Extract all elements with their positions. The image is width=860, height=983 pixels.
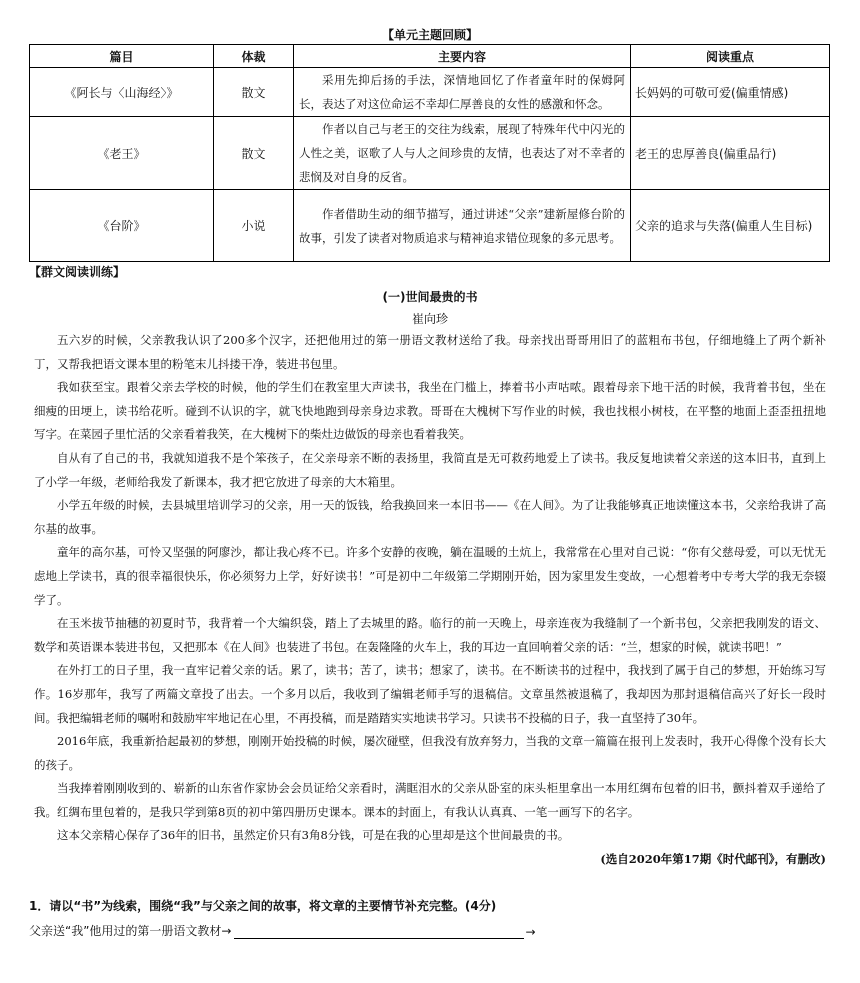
table-row bbox=[30, 117, 830, 190]
article-paragraph: 五六岁的时候，父亲教我认识了200多个汉字，还把他用过的第一册语文教材送给了我。母亲找出哥哥用旧了的蓝粗布书包，仔细地缝上了两个新补丁，又帮我把语文课本里的粉笔末儿抖搂干净，装进书包里。 bbox=[34, 333, 826, 371]
question-1 bbox=[29, 897, 829, 939]
cell-genre: 散文 bbox=[214, 117, 294, 190]
article-title: (一)世间最贵的书 bbox=[382, 290, 478, 304]
cell-genre: 散文 bbox=[214, 68, 294, 117]
article-paragraph: 当我捧着刚刚收到的、崭新的山东省作家协会会员证给父亲看时，满眶泪水的父亲从卧室的床头柜里拿出一本用红绸布包着的旧书，颤抖着双手递给了我。红绸布里包着的，是我只学到第8页的初中第四册历史课本。课本的封面上，有我认认真真、一笔一画写下的名字。 bbox=[34, 781, 826, 819]
header-focus: 阅读重点 bbox=[631, 45, 830, 68]
cell-focus: 父亲的追求与失落(偏重人生目标) bbox=[631, 190, 830, 262]
article-paragraph: 小学五年级的时候，去县城里培训学习的父亲，用一天的饭钱，给我换回来一本旧书——《在人间》。为了让我能够真正地读懂这本书，父亲给我讲了高尔基的故事。 bbox=[34, 498, 826, 536]
article-paragraph: 童年的高尔基，可怜又坚强的阿廖沙，都让我心疼不已。许多个安静的夜晚，躺在温暖的土炕上，我常常在心里对自己说：“你有父慈母爱，可以无忧无虑地上学读书，真的很幸福很快乐，你必须努力上学，好好读书！”可是初中二年级第二学期刚开始，因为家里发生变故，一心想着考中专考大学的我无奈辍学了。 bbox=[34, 545, 826, 607]
cell-content bbox=[294, 68, 631, 117]
cell-title: 《老王》 bbox=[30, 117, 214, 190]
unit-review-table bbox=[29, 44, 830, 262]
article-paragraph: 2016年底，我重新拾起最初的梦想，刚刚开始投稿的时候，屡次碰壁，但我没有放弃努力，当我的文章一篇篇在报刊上发表时，我开心得像个没有长大的孩子。 bbox=[34, 734, 826, 772]
cell-content-text: 作者以自己与老王的交往为线索，展现了特殊年代中闪光的人性之美，讴歌了人与人之间珍贵的友情，也表达了对不幸者的悲悯及对自身的反省。 bbox=[299, 122, 625, 184]
header-genre: 体裁 bbox=[214, 45, 294, 68]
article-paragraph: 在外打工的日子里，我一直牢记着父亲的话。累了，读书；苦了，读书；想家了，读书。在不断读书的过程中，我找到了属于自己的梦想，开始练习写作。16岁那年，我写了两篇文章投了出去。一个多月以后，我收到了编辑老师手写的退稿信。文章虽然被退稿了，我却因为那封退稿信高兴了好长一段时间。我把编辑老师的嘱咐和鼓励牢牢地记在心里，不再投稿，而是踏踏实实地读书学习。只读书不投稿的日子，我一直坚持了30年。 bbox=[34, 663, 826, 725]
table-row bbox=[30, 68, 830, 117]
article-author: 崔向珍 bbox=[411, 312, 448, 326]
article-source: (选自2020年第17期《时代邮刊》，有删改) bbox=[600, 852, 826, 867]
cell-focus: 长妈妈的可敬可爱(偏重情感) bbox=[631, 68, 830, 117]
cell-title: 《台阶》 bbox=[30, 190, 214, 262]
cell-content-text: 采用先抑后扬的手法，深情地回忆了作者童年时的保姆阿长，表达了对这位命运不幸却仁厚善良的女性的感激和怀念。 bbox=[299, 73, 625, 111]
unit-review-heading: 【单元主题回顾】 bbox=[381, 28, 478, 42]
cell-content bbox=[294, 117, 631, 190]
answer-prefix: 父亲送“我”他用过的第一册语文教材→ bbox=[29, 924, 232, 938]
table-row bbox=[30, 190, 830, 262]
answer-suffix: → bbox=[525, 925, 536, 939]
question-text: 1．请以“书”为线索，围绕“我”与父亲之间的故事，将文章的主要情节补充完整。(4分) bbox=[29, 899, 497, 913]
table-header-row bbox=[30, 45, 830, 68]
cell-genre: 小说 bbox=[214, 190, 294, 262]
article-paragraph: 自从有了自己的书，我就知道我不是个笨孩子，在父亲母亲不断的表扬里，我简直是无可救药地爱上了读书。我反复地读着父亲送的这本旧书，直到上了小学一年级，老师给我发了新课本，我才把它放进了母亲的大木箱里。 bbox=[34, 450, 826, 489]
cell-focus: 老王的忠厚善良(偏重品行) bbox=[631, 117, 830, 190]
header-title: 篇目 bbox=[30, 45, 214, 68]
answer-blank[interactable] bbox=[234, 926, 524, 939]
article-paragraph: 在玉米拔节抽穗的初夏时节，我背着一个大编织袋，踏上了去城里的路。临行的前一天晚上，母亲连夜为我缝制了一个新书包，父亲把我刚发的语文、数学和英语课本装进书包，又把那本《在人间》也装进了书包。在轰隆隆的火车上，我的耳边一直回响着父亲的话：“兰，想家的时候，就读书吧！” bbox=[34, 616, 826, 654]
cell-content-text: 作者借助生动的细节描写，通过讲述“父亲”建新屋修台阶的故事，引发了读者对物质追求与精神追求错位现象的多元思考。 bbox=[299, 206, 625, 245]
answer-line bbox=[29, 922, 829, 939]
cell-content bbox=[294, 190, 631, 262]
reading-practice-label: 【群文阅读训练】 bbox=[29, 265, 126, 279]
article-paragraph: 这本父亲精心保存了36年的旧书，虽然定价只有3角8分钱，可是在我的心里却是这个世间最贵的书。 bbox=[57, 828, 570, 843]
cell-title: 《阿长与〈山海经〉》 bbox=[30, 68, 214, 117]
header-content: 主要内容 bbox=[294, 45, 631, 68]
article-paragraph: 我如获至宝。跟着父亲去学校的时候，他的学生们在教室里大声读书，我坐在门槛上，捧着书小声咕哝。跟着母亲下地干活的时候，我背着书包，坐在细瘦的田埂上，读书给花听。碰到不认识的字，就飞快地跑到母亲身边求教。哥哥在大槐树下写作业的时候，我也找根小树枝，在平整的地面上歪歪扭扭地写字。在菜园子里忙活的父亲看着我笑，在大槐树下的柴灶边做饭的母亲也看着我笑。 bbox=[34, 380, 826, 442]
article-body bbox=[34, 329, 826, 872]
